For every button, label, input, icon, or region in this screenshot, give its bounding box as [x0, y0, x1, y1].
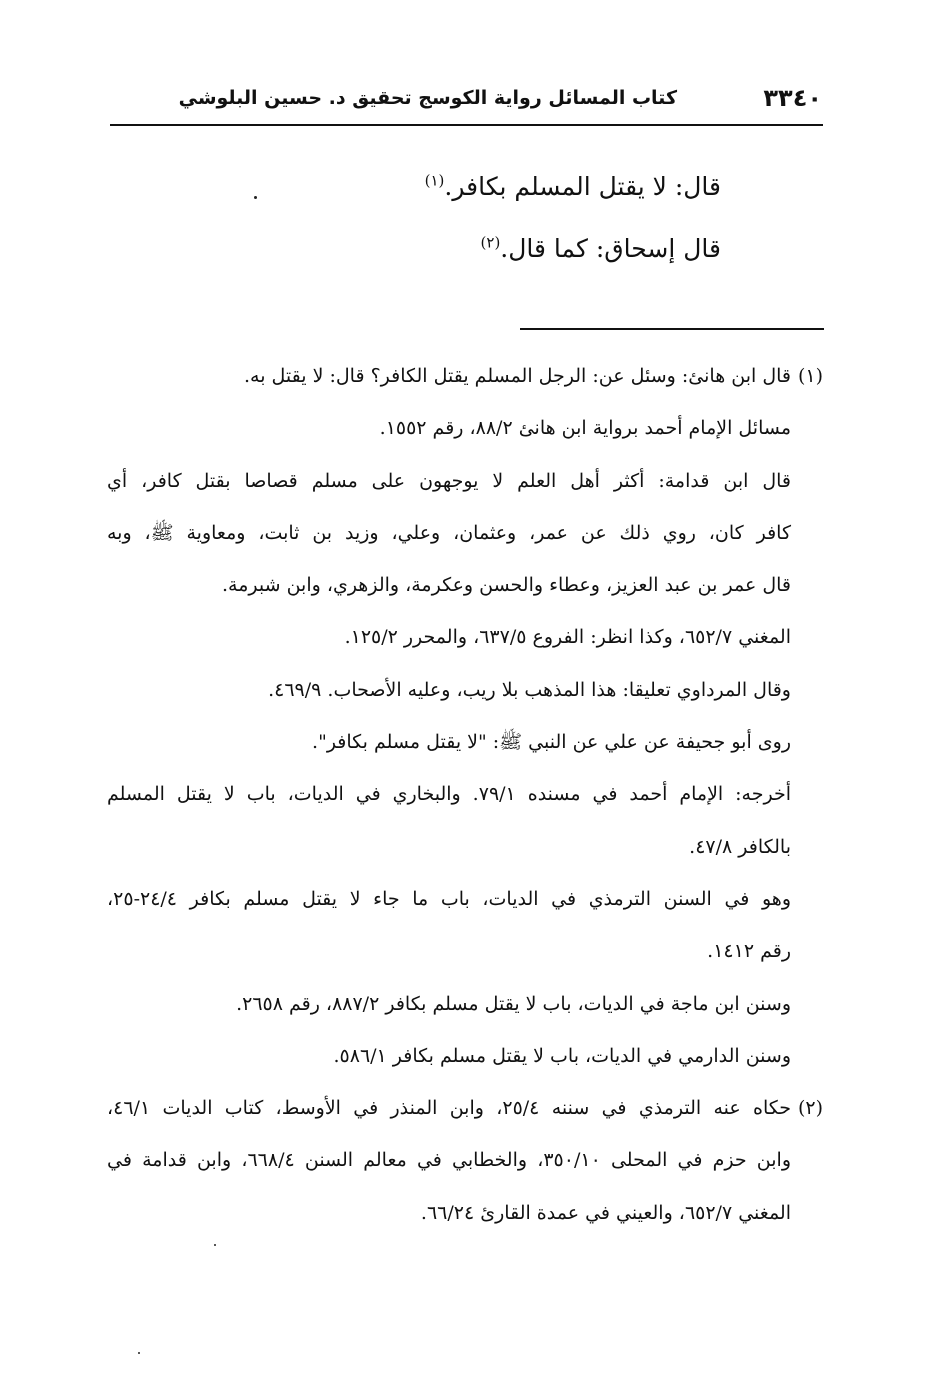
- footnote-1-line: أخرجه: الإمام أحمد في مسنده ٧٩/١. والبخاري في الديات، باب لا يقتل المسلم: [107, 783, 791, 806]
- footnote-1-line: كافر كان، روي ذلك عن عمر، وعثمان، وعلي، وزيد بن ثابت، ومعاوية ﷺ، وبه: [107, 521, 791, 544]
- footnote-1-line: مسائل الإمام أحمد برواية ابن هانئ ٨٨/٢، رقم ١٥٥٢.: [379, 417, 791, 440]
- footnote-1-number: (١): [797, 365, 823, 387]
- running-header: [110, 84, 822, 124]
- footnote-2-number: (٢): [797, 1097, 823, 1120]
- stray-dot: [214, 1244, 216, 1246]
- footnote-ref-2: (٢): [480, 233, 501, 252]
- main-line-1-text: قال: لا يقتل المسلم بكافر.: [444, 172, 721, 201]
- footnote-separator: [520, 328, 824, 330]
- footnote-1-line: قال ابن قدامة: أكثر أهل العلم لا يوجهون على مسلم قصاصا بقتل كافر، أي: [107, 469, 791, 492]
- page-number: ٣٣٤٠: [763, 84, 822, 112]
- footnote-1-line: وقال المرداوي تعليقا: هذا المذهب بلا ريب، وعليه الأصحاب. ٤٦٩/٩.: [268, 678, 791, 701]
- main-line-2-text: قال إسحاق: كما قال.: [500, 234, 721, 263]
- footnote-2-line-text: حكاه عنه الترمذي في سننه ٢٥/٤، وابن المنذر في الأوسط، كتاب الديات ٤٦/١،: [107, 1097, 791, 1120]
- footnotes: [107, 356, 823, 1245]
- footnote-ref-1: (١): [424, 171, 445, 190]
- footnote-1-line: وهو في السنن الترمذي في الديات، باب ما جاء لا يقتل مسلم بكافر ٢٤/٤-٢٥،: [107, 887, 791, 910]
- footnote-1-line: المغني ٦٥٢/٧، وكذا انظر: الفروع ٦٣٧/٥، والمحرر ١٢٥/٢.: [344, 626, 791, 649]
- main-text: [161, 164, 721, 288]
- footnote-1-line: وسنن الدارمي في الديات، باب لا يقتل مسلم بكافر ٥٨٦/١.: [333, 1044, 791, 1067]
- header-rule: [110, 124, 823, 126]
- footnote-1-line: قال عمر بن عبد العزيز، وعطاء والحسن وعكرمة، والزهري، وابن شبرمة.: [222, 574, 791, 597]
- footnote-1-line: روى أبو جحيفة عن علي عن النبي ﷺ: "لا يقتل مسلم بكافر".: [312, 731, 791, 754]
- main-line-2: [161, 226, 721, 288]
- footnote-1-line: بالكافر ٤٧/٨.: [689, 835, 791, 858]
- footnote-1-line: وسنن ابن ماجة في الديات، باب لا يقتل مسلم بكافر ٨٨٧/٢، رقم ٢٦٥٨.: [236, 992, 791, 1015]
- book-title: كتاب المسائل رواية الكوسج تحقيق د. حسين البلوشي: [178, 87, 677, 109]
- stray-dot: [254, 196, 257, 199]
- footnote-1-line: [107, 356, 823, 408]
- footnote-1-line: رقم ١٤١٢.: [707, 940, 791, 963]
- main-line-1: [161, 164, 721, 226]
- footnote-2-line: [107, 1088, 823, 1140]
- footnote-2-line: وابن حزم في المحلى ٣٥٠/١٠، والخطابي في معالم السنن ٦٦٨/٤، وابن قدامة في: [107, 1149, 791, 1172]
- footnote-1-line-text: قال ابن هانئ: وسئل عن: الرجل المسلم يقتل الكافر؟ قال: لا يقتل به.: [243, 365, 791, 387]
- stray-dot: [138, 1352, 140, 1354]
- footnote-2-line: المغني ٦٥٢/٧، والعيني في عمدة القارئ ٦٦/٢٤.: [420, 1201, 791, 1224]
